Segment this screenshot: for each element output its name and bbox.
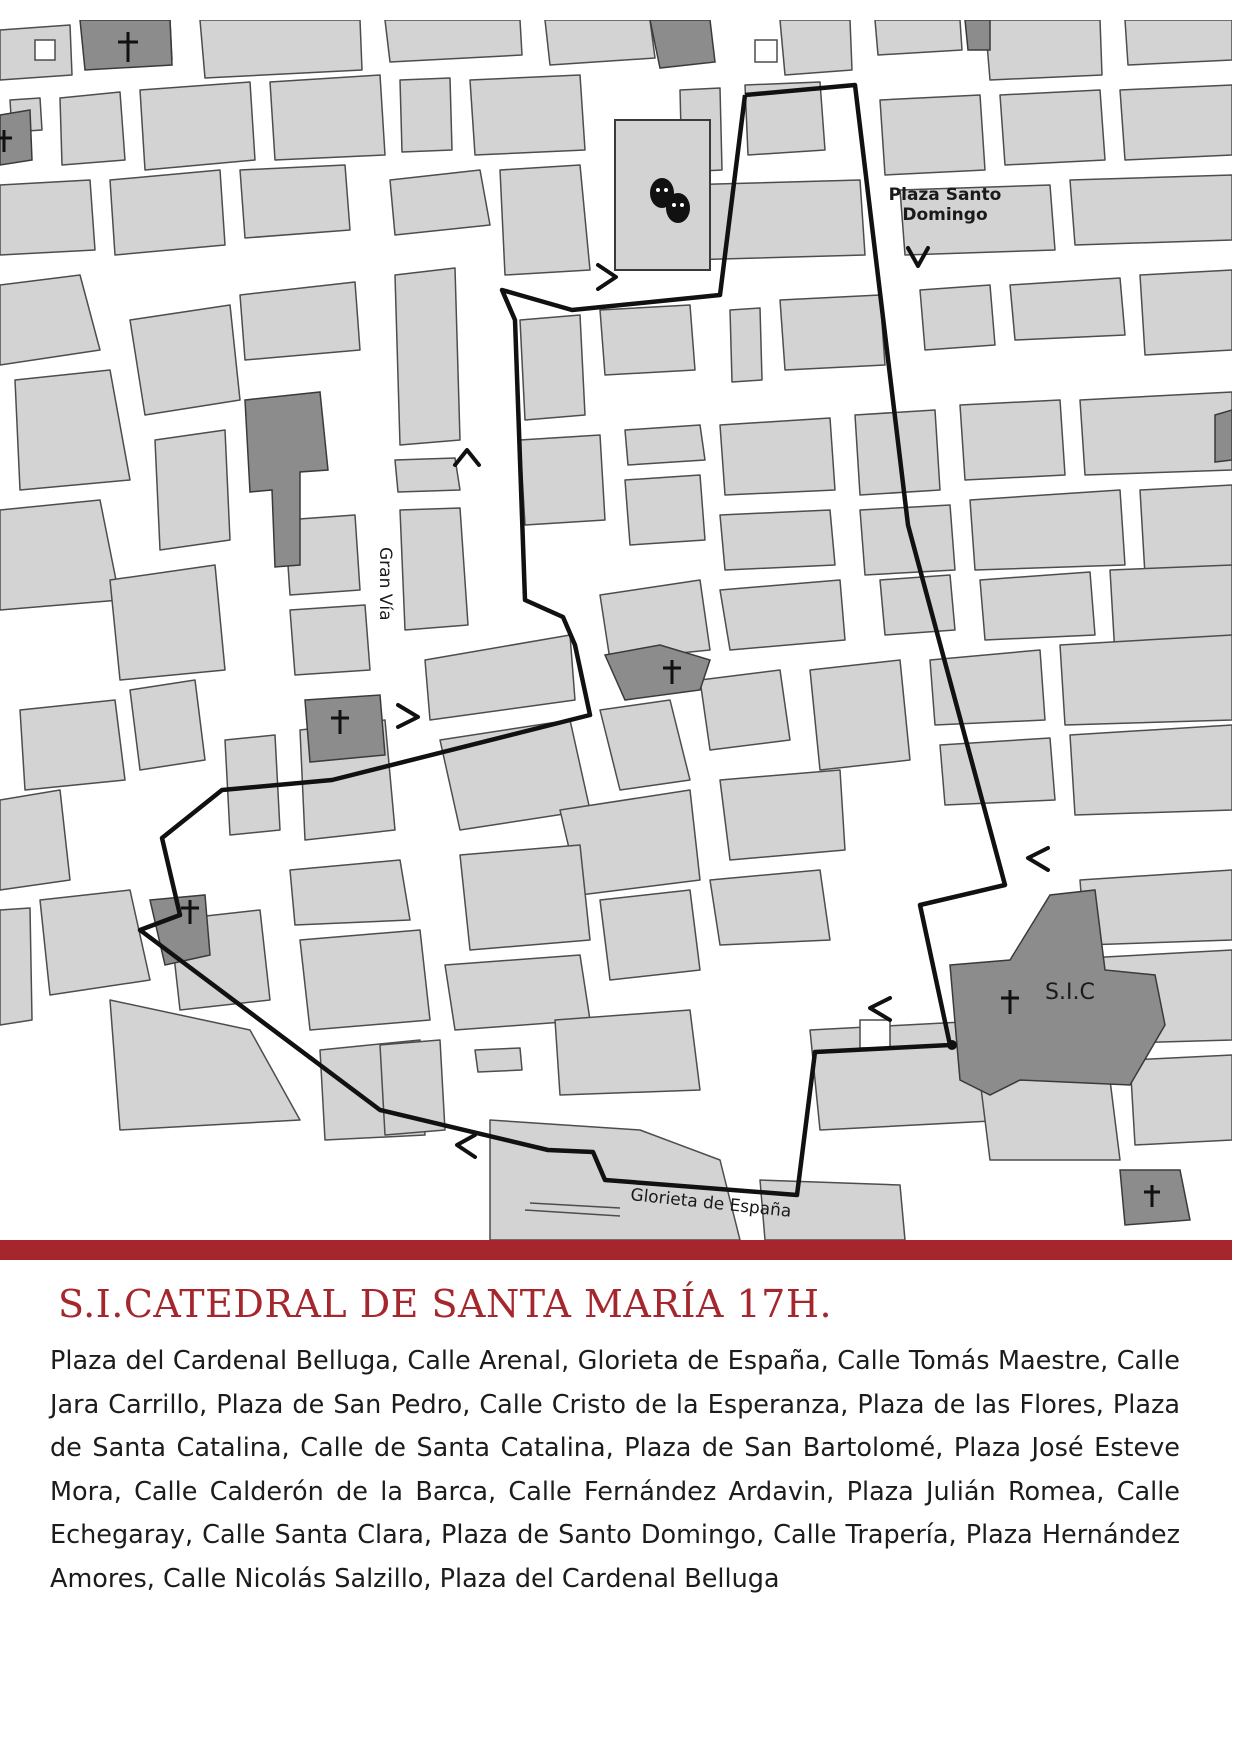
route-map	[0, 20, 1232, 1240]
gran-via-label: Gran Vía	[375, 547, 395, 621]
page-title: S.I.CATEDRAL DE SANTA MARÍA 17H.	[58, 1282, 833, 1326]
glorieta-de-espana-label: Glorieta de España	[629, 1185, 793, 1222]
map-canvas	[0, 20, 1232, 1240]
route-description: Plaza del Cardenal Belluga, Calle Arenal, Glorieta de España, Calle Tomás Maestre, Calle Jara Carrillo, Plaza de San Pedro, Calle Cristo de la Esperanza, Plaza de las Flores, Plaza de Santa Catalina, Calle de Santa Catalina, Plaza de San Bartolomé, Plaza José Esteve Mora, Calle Calderón de la Barca, Calle Fernández Ardavin, Plaza Julián Romea, Calle Echegaray, Calle Santa Clara, Plaza de Santo Domingo, Calle Trapería, Plaza Hernández Amores, Calle Nicolás Salzillo, Plaza del Cardenal Belluga	[50, 1346, 1180, 1594]
divider-bar	[0, 1240, 1232, 1260]
sic-label: S.I.C	[1045, 980, 1095, 1005]
plaza-santo-domingo-label: Plaza Santo	[888, 185, 1002, 205]
plaza-santo-domingo-label-2: Domingo	[902, 205, 988, 225]
